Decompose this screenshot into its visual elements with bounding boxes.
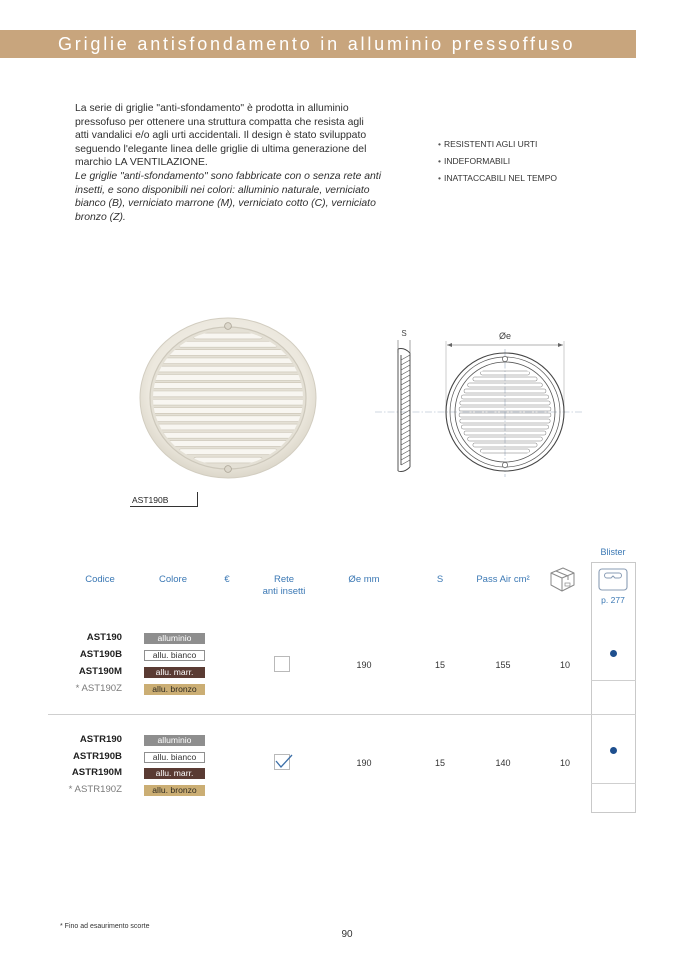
side-slat — [401, 375, 410, 380]
diameter-value: 190 — [356, 660, 372, 670]
intro-italic-line: bronzo (Z). — [75, 211, 126, 223]
side-slat — [401, 385, 410, 390]
color-badge: allu. bronzo — [144, 684, 205, 695]
col-header-insect-net-sub: anti insetti — [262, 586, 306, 597]
thickness-label: S — [401, 329, 407, 338]
thickness-value: 15 — [434, 660, 446, 670]
product-code: * AST190Z — [75, 683, 122, 694]
screw-top-icon — [225, 323, 232, 330]
grille-slat — [150, 383, 305, 389]
side-slat — [401, 380, 410, 385]
blister-available-dot — [610, 650, 617, 657]
box-quantity-value: 10 — [559, 758, 571, 768]
intro-text — [75, 102, 381, 224]
side-slat — [401, 355, 410, 360]
feature-item: • INATTACCABILI NEL TEMPO — [438, 170, 557, 187]
grille-slat — [149, 391, 307, 397]
box-quantity-value: 10 — [559, 660, 571, 670]
grille-slat — [193, 457, 262, 463]
side-profile-slats — [401, 355, 410, 465]
color-badge: allu. bianco — [144, 752, 205, 763]
feature-list — [438, 136, 557, 187]
grille-slat — [161, 358, 295, 364]
grille-slat — [149, 399, 307, 405]
color-badge: allu. bronzo — [144, 785, 205, 796]
side-slat — [401, 440, 410, 445]
product-photo — [136, 314, 320, 482]
blister-page-ref: p. 277 — [601, 595, 625, 605]
intro-italic-line: insetti, e sono disponibili nei colori: alluminio naturale, verniciato — [75, 184, 370, 196]
diameter-arrow-left — [447, 343, 452, 347]
blister-divider — [591, 714, 636, 715]
group-separator — [48, 714, 591, 715]
product-code: ASTR190 — [79, 734, 122, 745]
product-code: AST190 — [86, 632, 122, 643]
side-slat — [401, 460, 410, 465]
checkmark-path — [276, 755, 292, 767]
front-screw-bottom-icon — [502, 462, 507, 467]
side-slat — [401, 370, 410, 375]
blister-available-dot — [610, 747, 617, 754]
blister-hook-icon — [595, 564, 631, 594]
product-code: ASTR190B — [72, 751, 122, 762]
product-code: AST190M — [78, 666, 122, 677]
product-code: * ASTR190Z — [68, 784, 122, 795]
side-slat — [401, 410, 410, 415]
image-caption — [130, 492, 198, 507]
grille-slat — [193, 333, 263, 339]
col-header-diameter: Øe mm — [348, 574, 380, 585]
front-screw-top-icon — [502, 356, 507, 361]
grille-slat — [168, 441, 287, 447]
insect-net-checkbox — [274, 656, 290, 672]
product-code: AST190B — [79, 649, 122, 660]
col-header-price: € — [224, 574, 230, 585]
checkmark-icon — [272, 752, 294, 772]
blister-divider — [591, 783, 636, 784]
col-header-blister: Blister — [600, 547, 626, 557]
page-title: Griglie antisfondamento in alluminio pressoffuso — [58, 34, 576, 54]
thickness-value: 15 — [434, 758, 446, 768]
intro-italic-line: bianco (B), verniciato marrone (M), verniciato cotto (C), verniciato — [75, 198, 376, 210]
product-code: ASTR190M — [71, 767, 122, 778]
box-icon-label — [565, 583, 570, 586]
col-header-pass-air: Pass Air cm² — [476, 574, 530, 585]
image-caption-text: AST190B — [132, 495, 169, 505]
col-header-code: Codice — [85, 574, 115, 585]
grille-slat — [178, 341, 278, 347]
technical-drawing — [370, 325, 585, 480]
col-header-thickness: S — [436, 574, 444, 585]
pass-air-value: 140 — [495, 758, 511, 768]
box-icon-outline — [551, 568, 574, 591]
side-slat — [401, 420, 410, 425]
side-slat — [401, 395, 410, 400]
color-badge: alluminio — [144, 633, 205, 644]
blister-hang-slot — [605, 573, 622, 578]
diameter-label: Øe — [498, 331, 512, 341]
color-badge: alluminio — [144, 735, 205, 746]
grille-slat — [156, 424, 300, 430]
grille-slat — [153, 374, 304, 380]
side-slat — [401, 360, 410, 365]
grille-inner-ring — [150, 327, 306, 469]
side-slat — [401, 445, 410, 450]
color-badge: allu. marr. — [144, 768, 205, 779]
intro-italic-line: Le griglie "anti-sfondamento" sono fabbricate con o senza rete anti — [75, 170, 382, 182]
page-number: 90 — [341, 929, 353, 940]
grille-slat — [168, 350, 288, 356]
side-slat — [401, 425, 410, 430]
side-slat — [401, 430, 410, 435]
col-header-color: Colore — [159, 574, 187, 585]
grille-slat — [156, 366, 300, 372]
intro-line: seguendo l'elegante linea delle griglie di ultima generazione del — [75, 143, 367, 155]
color-badge: allu. bianco — [144, 650, 205, 661]
grille-slat — [178, 449, 278, 455]
diameter-value: 190 — [356, 758, 372, 768]
grille-slat — [161, 432, 295, 438]
side-slat — [401, 365, 410, 370]
intro-line: atti vandalici e/o agli urti accidentali. Il design è stato sviluppato — [75, 130, 367, 142]
pass-air-value: 155 — [495, 660, 511, 670]
footnote: * Fino ad esaurimento scorte — [60, 923, 150, 930]
box-icon — [548, 565, 576, 593]
diameter-arrow-right — [558, 343, 563, 347]
color-badge: allu. marr. — [144, 667, 205, 678]
side-slat — [401, 390, 410, 395]
grille-slat — [153, 416, 304, 422]
feature-item: • RESISTENTI AGLI URTI — [438, 136, 557, 153]
side-slat — [401, 455, 410, 460]
intro-line: La serie di griglie "anti-sfondamento" è prodotta in alluminio — [75, 103, 349, 114]
intro-line: pressofuso per ottenere una struttura compatta che resista agli — [75, 116, 364, 128]
feature-item: • INDEFORMABILI — [438, 153, 557, 170]
side-slat — [401, 415, 410, 420]
side-slat — [401, 405, 410, 410]
grille-slat — [150, 408, 305, 414]
blister-card-outline — [599, 569, 627, 590]
col-header-insect-net: Rete — [273, 574, 295, 585]
side-slat — [401, 450, 410, 455]
screw-bottom-icon — [225, 466, 232, 473]
intro-line: marchio LA VENTILAZIONE. — [75, 157, 208, 169]
side-slat — [401, 400, 410, 405]
blister-divider — [591, 680, 636, 681]
side-slat — [401, 435, 410, 440]
